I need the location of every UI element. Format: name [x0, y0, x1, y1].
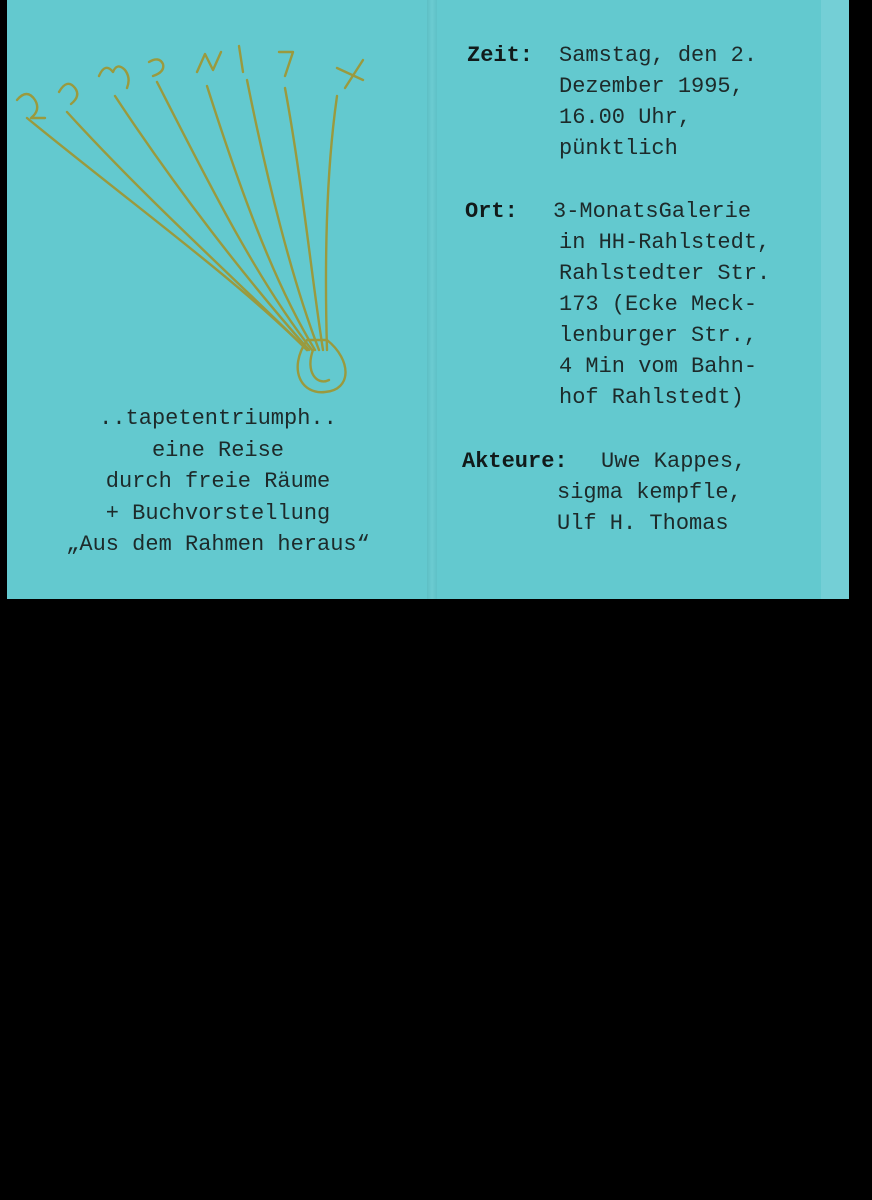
book-presentation-line: + Buchvorstellung	[105, 500, 331, 526]
sketch-glyph-3	[99, 66, 129, 88]
flyer-card	[7, 0, 849, 599]
book-title: „Aus dem Rahmen heraus“	[66, 532, 370, 557]
sketch-glyph-8	[337, 60, 363, 88]
sketch-strand-2	[67, 112, 307, 350]
performer-1: Uwe Kappes,	[601, 449, 747, 474]
location-line-1: 3-MonatsGalerie	[553, 199, 752, 224]
performers-label: Akteure:	[462, 449, 568, 474]
location-line-7: hof Rahlstedt)	[559, 385, 744, 410]
center-fold	[427, 0, 437, 599]
location-line-3: Rahlstedter Str.	[559, 261, 771, 286]
location-line-5: lenburger Str.,	[559, 323, 758, 348]
event-title-block	[27, 403, 409, 561]
event-title: ..tapetentriumph..	[99, 406, 337, 431]
time-label: Zeit:	[467, 43, 534, 68]
sketch-glyph-7	[279, 52, 293, 76]
performer-2: sigma kempfle,	[557, 480, 742, 505]
sketch-strand-4	[157, 82, 312, 350]
sketch-glyph-2	[59, 84, 77, 104]
time-line-1: Samstag, den 2.	[559, 43, 758, 68]
time-line-3: 16.00 Uhr,	[559, 105, 692, 130]
event-subtitle-line-2: durch freie Räume	[105, 469, 331, 494]
handwritten-sketch	[7, 0, 427, 420]
sketch-glyph-5	[197, 52, 221, 72]
sketch-bulb-inner	[310, 350, 329, 381]
time-line-2: Dezember 1995,	[559, 74, 744, 99]
location-line-2: in HH-Rahlstedt,	[559, 230, 771, 255]
location-label: Ort:	[465, 199, 518, 224]
sketch-glyph-4	[149, 59, 163, 76]
location-line-6: 4 Min vom Bahn-	[559, 354, 758, 379]
sketch-glyph-1	[17, 94, 45, 118]
paper-edge	[821, 0, 849, 599]
location-line-4: 173 (Ecke Meck-	[559, 292, 758, 317]
sketch-strand-5	[207, 86, 315, 350]
event-subtitle-line-1: eine Reise	[151, 437, 285, 463]
sketch-strand-1	[27, 118, 307, 350]
sketch-glyph-6	[239, 46, 243, 72]
time-line-4: pünktlich	[559, 136, 678, 161]
sketch-strand-8	[326, 96, 337, 350]
performer-3: Ulf H. Thomas	[557, 511, 729, 536]
